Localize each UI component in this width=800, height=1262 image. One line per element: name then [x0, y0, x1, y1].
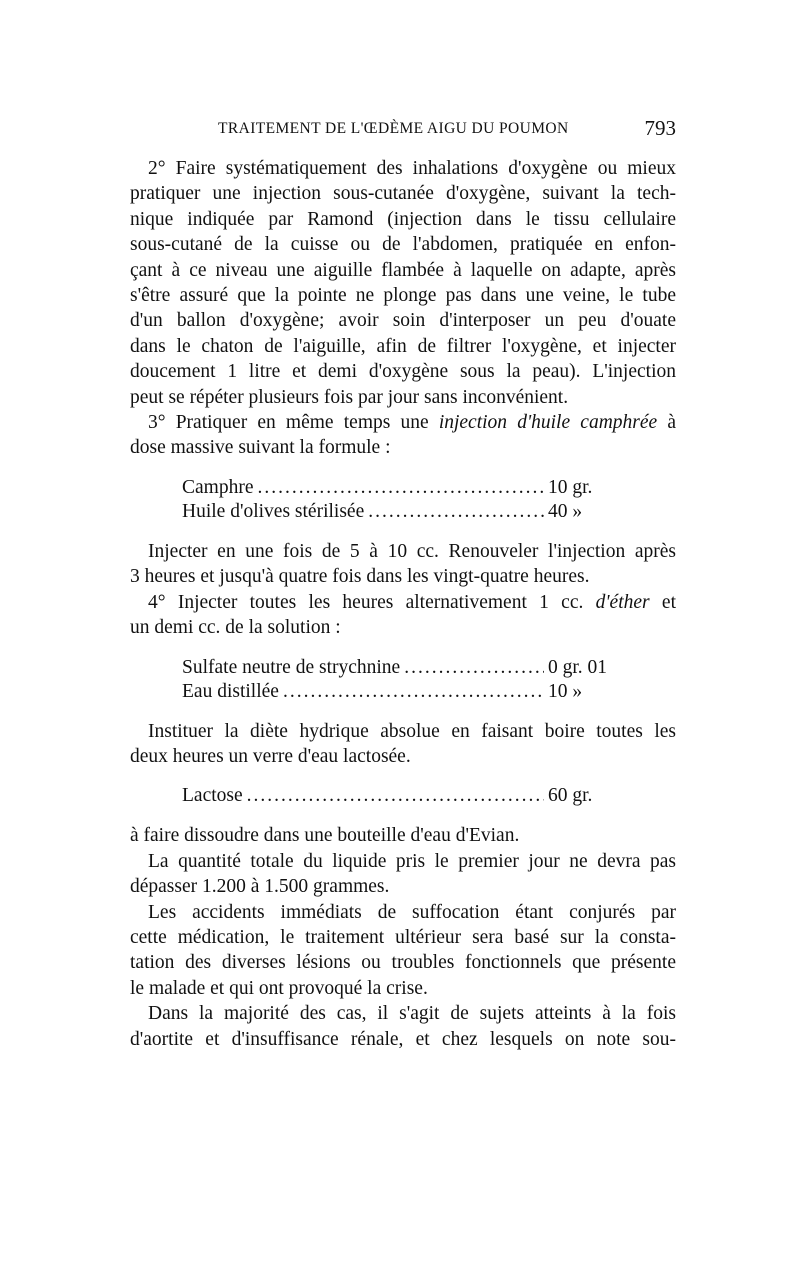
text-line: s'être assuré que la pointe ne plonge pas dans une veine, le tube — [130, 285, 676, 307]
ingredient-quantity: 0 gr. 01 — [548, 656, 608, 678]
text-run: à — [657, 412, 677, 434]
text-line: à faire dissoudre dans une bouteille d'eau d'Evian. — [130, 825, 520, 847]
ingredient-name: Lactose — [182, 785, 243, 807]
body-text — [130, 156, 676, 1052]
ingredient-quantity: 10 gr. — [548, 476, 593, 498]
paragraph-camphor — [130, 410, 676, 461]
text-line: d'un ballon d'oxygène; avoir soin d'interposer un peu d'ouate — [130, 310, 676, 332]
ingredient-quantity: 10 » — [548, 680, 583, 702]
text-line: doucement 1 litre et demi d'oxygène sous la peau). L'injection — [130, 361, 676, 383]
text-line: Injecter en une fois de 5 à 10 cc. Renouveler l'injection après — [148, 540, 676, 562]
paragraph-ether — [130, 590, 676, 641]
text-line: le malade et qui ont provoqué la crise. — [130, 977, 428, 999]
text-line: cette médication, le traitement ultérieur sera basé sur la consta- — [130, 926, 676, 948]
formula-lactose — [182, 784, 614, 808]
formula-strychnine — [182, 656, 614, 704]
paragraph-later-treatment — [130, 900, 676, 1002]
italic-term: d'éther — [595, 591, 650, 613]
ingredient-quantity: 40 » — [548, 500, 583, 522]
text-line: peut se répéter plusieurs fois par jour sans inconvénient. — [130, 386, 569, 408]
text-line: dépasser 1.200 à 1.500 grammes. — [130, 876, 390, 898]
formula-row — [182, 656, 614, 680]
formula-row — [182, 476, 614, 500]
text-run: 3° Pratiquer en même temps une — [148, 412, 439, 434]
text-line: 3 heures et jusqu'à quatre fois dans les vingt-quatre heures. — [130, 566, 590, 588]
text-line: dans le chaton de l'aiguille, afin de filtrer l'oxygène, et injecter — [130, 335, 676, 357]
text-line: nique indiquée par Ramond (injection dans le tissu cellulaire — [130, 208, 676, 230]
paragraph-injection-schedule — [130, 539, 676, 590]
text-line: Dans la majorité des cas, il s'agit de sujets atteints à la fois — [148, 1003, 676, 1025]
paragraph-water-diet — [130, 719, 676, 770]
text-line — [130, 590, 676, 615]
text-run: et — [649, 591, 676, 613]
dot-leader — [247, 784, 544, 808]
text-line — [130, 410, 676, 435]
formula-row — [182, 500, 614, 524]
page-number: 793 — [644, 116, 676, 140]
text-line: tation des diverses lésions ou troubles fonctionnels que présente — [130, 952, 676, 974]
running-head — [130, 116, 676, 140]
ingredient-quantity: 60 gr. — [548, 785, 593, 807]
dot-leader — [368, 500, 544, 524]
text-line: d'aortite et d'insuffisance rénale, et chez lesquels on note sou- — [130, 1028, 676, 1050]
text-line: La quantité totale du liquide pris le premier jour ne devra pas — [148, 850, 676, 872]
ingredient-name: Camphre — [182, 476, 254, 498]
ingredient-name: Sulfate neutre de strychnine — [182, 656, 401, 678]
text-line: çant à ce niveau une aiguille flambée à laquelle on adapte, après — [130, 259, 676, 281]
paragraph-oxygen — [130, 156, 676, 410]
text-line: dose massive suivant la formule : — [130, 437, 391, 459]
italic-term: injection d'huile camphrée — [438, 412, 658, 434]
text-line: Instituer la diète hydrique absolue en faisant boire toutes les — [148, 720, 676, 742]
formula-row — [182, 680, 614, 704]
formula-row — [182, 784, 614, 808]
text-line: 2° Faire systématiquement des inhalations d'oxygène ou mieux — [148, 158, 676, 179]
text-line: pratiquer une injection sous-cutanée d'oxygène, suivant la tech- — [130, 183, 676, 205]
formula-camphor — [182, 476, 614, 524]
dot-leader — [404, 656, 544, 680]
running-title: TRAITEMENT DE L'ŒDÈME AIGU DU POUMON — [218, 120, 569, 137]
text-line: sous-cutané de la cuisse ou de l'abdomen, pratiquée en enfon- — [130, 234, 676, 256]
paragraph-total-liquid — [130, 849, 676, 900]
dot-leader — [283, 680, 544, 704]
dot-leader — [257, 476, 544, 500]
text-line: deux heures un verre d'eau lactosée. — [130, 745, 411, 767]
text-run: 4° Injecter toutes les heures alternativement 1 cc. — [148, 591, 596, 613]
ingredient-name: Huile d'olives stérilisée — [182, 500, 365, 522]
ingredient-name: Eau distillée — [182, 680, 279, 702]
paragraph-dissolve — [130, 823, 676, 848]
text-line: un demi cc. de la solution : — [130, 617, 341, 639]
text-line: Les accidents immédiats de suffocation étant conjurés par — [148, 901, 676, 923]
paragraph-majority — [130, 1001, 676, 1052]
